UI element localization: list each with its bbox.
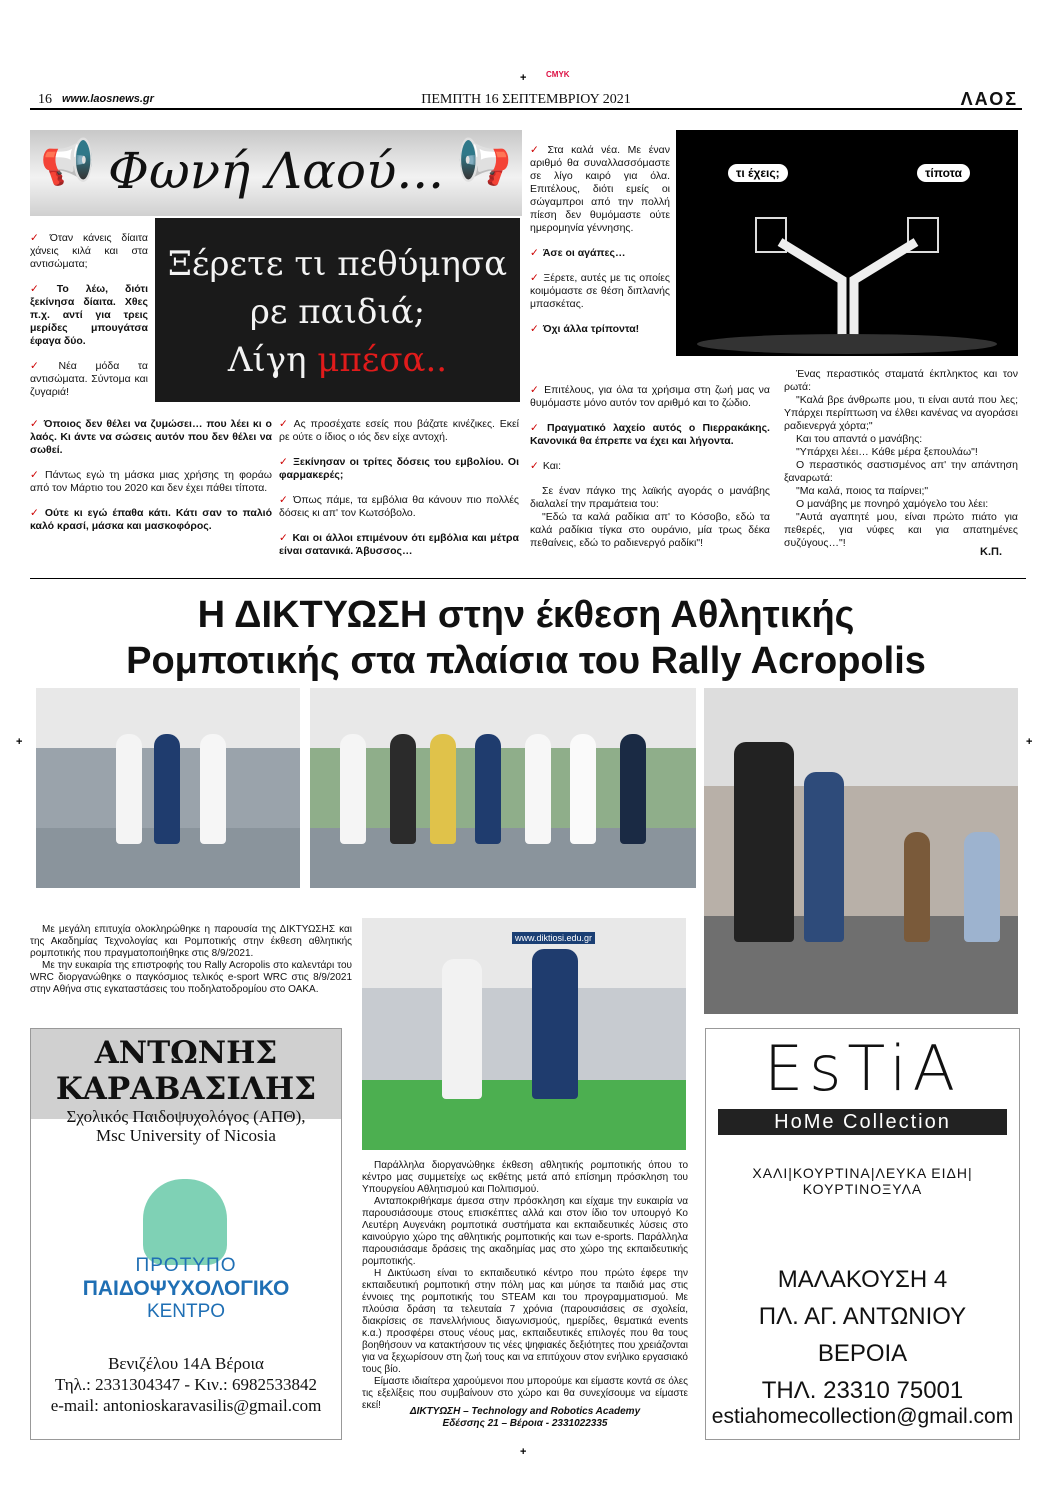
article-intro bbox=[30, 924, 352, 996]
checkmark-icon: ✓ bbox=[530, 272, 540, 284]
column-item: ✓ Και οι άλλοι επιμένουν ότι εμβόλια και μέτρα είναι σατανικά. Άβυσσος… bbox=[279, 532, 519, 557]
checkmark-icon: ✓ bbox=[530, 323, 539, 335]
speech-bubble: τι έχεις; bbox=[728, 164, 788, 182]
paragraph: Παράλληλα διοργανώθηκε έκθεση αθλητικής ρομποτικής όπου το κέντρο μας συμμετείχε ως εκθέτης μετά από επίσημη πρόσκληση του Υπουργείου Αθλητισμού και Πολιτισμού. bbox=[362, 1160, 688, 1195]
paragraph: "Καλά βρε άνθρωπε μου, τι είναι αυτά που λες; Υπάρχει περίπτωση να έλθει κανένας να αγοράσει ραδιενεργά χόρτα;" bbox=[784, 394, 1018, 432]
basketball-photo bbox=[676, 130, 1018, 356]
signature: Κ.Π. bbox=[980, 546, 1002, 558]
checkmark-icon: ✓ bbox=[30, 469, 41, 481]
issue-date: ΠΕΜΠΤΗ 16 ΣΕΠΤΕΜΒΡΙΟΥ 2021 bbox=[421, 92, 631, 107]
column-title: Φωνή Λαού... bbox=[107, 142, 445, 200]
ad-name: ΑΝΤΩΝΗΣ ΚΑΡΑΒΑΣΙΛΗΣ bbox=[55, 1035, 317, 1107]
checkmark-icon: ✓ bbox=[30, 232, 46, 244]
estia-brand: EsTiA bbox=[763, 1032, 962, 1105]
paragraph: Σε έναν πάγκο της λαϊκής αγοράς ο μανάβης διαλαλεί την πραμάτεια του: bbox=[530, 485, 770, 510]
column-2 bbox=[279, 418, 519, 570]
estia-items: ΧΑΛΙ|ΚΟΥΡΤΙΝΑ|ΛΕΥΚΑ ΕΙΔΗ|ΚΟΥΡΤΙΝΟΞΥΛΑ bbox=[752, 1165, 973, 1197]
column-3 bbox=[530, 144, 670, 348]
paragraph: Η Δικτύωση είναι το εκπαιδευτικό κέντρο που πρώτο έφερε την εκπαιδευτική ρομποτική στην πόλη μας και μύησε τα παιδιά μας στις έννοιες της ρομποτικής του STEAM και του προγραμματισμού. Με πλούσια δράση τα τελευταία 7 χρόνια (παρουσιάσεις σε σχολεία, διακρίσεις σε πανελλήνιους διαγωνισμούς, ημερίδες, θεματικά events κ.α.) προσφέρει στους νέους μας, εκπαιδευτικές επιλογές που θα τους βοηθήσουν να κατακτήσουν τις νέες ψηφιακές δεξιότητες που χρειάζονται για να ξεχωρίσουν στη ζωή τους και να επιτύχουν στον ενήλικο εργασιακό τους βίο. bbox=[362, 1268, 688, 1375]
checkmark-icon: ✓ bbox=[30, 283, 53, 295]
ad-title: Σχολικός Παιδοψυχολόγος (ΑΠΘ), bbox=[66, 1107, 306, 1126]
basket-stand-icon bbox=[676, 130, 1018, 356]
column-item: ✓ Όπως πάμε, τα εμβόλια θα κάνουν πιο πολλές δόσεις κι απ' τον Κωτσόβολο. bbox=[279, 494, 519, 519]
column-item: ✓ Όχι άλλα τρίποντα! bbox=[530, 323, 640, 335]
checkmark-icon: ✓ bbox=[279, 418, 290, 430]
column-item: ✓ Πραγματικό λαχείο αυτός ο Πιερρακάκης. Κανονικά θα έπρεπε να έχει και λήγοντα. bbox=[530, 422, 770, 447]
booth-sign: www.diktiosi.edu.gr bbox=[512, 932, 595, 944]
ad-contact: Βενιζέλου 14Α Βέροια Τηλ.: 2331304347 - Κιν.: 6982533842 e-mail: antonioskaravasilis@gmail.com bbox=[31, 1353, 341, 1416]
ad-estia bbox=[705, 1028, 1020, 1440]
column-3-wide bbox=[530, 384, 770, 550]
estia-address: ΜΑΛΑΚΟΥΣΗ 4 ΠΛ. ΑΓ. ΑΝΤΩΝΙΟΥ ΒΕΡΟΙΑ ΤΗΛ. 23310 75001 bbox=[758, 1266, 967, 1404]
ad-center-name: ΠΡΟΤΥΠΟ ΠΑΙΔΟΨΥΧΟΛΟΓΙΚΟ ΚΕΝΤΡΟ bbox=[82, 1255, 290, 1322]
checkmark-icon: ✓ bbox=[279, 532, 289, 544]
ad-title: Msc University of Nicosia bbox=[96, 1126, 276, 1145]
child-silhouette-icon bbox=[143, 1179, 227, 1265]
checkmark-icon: ✓ bbox=[279, 494, 290, 506]
ad-psychologist bbox=[30, 1028, 342, 1440]
column-item: ✓ Στα καλά νέα. Με έναν αριθμό θα συναλλασσόμαστε σε λίγο καιρό για όλα. Επιτέλους, διότι εμείς οι σώγαμπροι από την πολλή πίεση δεν θυμόμαστε ούτε ημερομηνία γέννησης. bbox=[530, 144, 670, 234]
paragraph: "Υπάρχει λέει… Κάθε μέρα ξεπουλάω"! bbox=[796, 446, 978, 458]
checkmark-icon: ✓ bbox=[530, 422, 544, 434]
column-item: ✓ Πάντως εγώ τη μάσκα μιας χρήσης τη φοράω από τον Μάρτιο του 2020 και δεν έχει πάθει τίποτα. bbox=[30, 469, 272, 494]
column-item: ✓ Ούτε κι εγώ έπαθα κάτι. Κάτι σαν το παλιό καλό κρασί, μάσκα και μασκοφόρος. bbox=[30, 507, 272, 532]
megaphone-icon: 📢 bbox=[457, 138, 512, 187]
column-item: ✓ Το λέω, διότι ξεκίνησα δίαιτα. Χθες π.χ. αντί για τρεις μερίδες μπουγάτσα έφαγα δύο. bbox=[30, 283, 148, 347]
registration-crosshair: + bbox=[520, 1446, 527, 1458]
checkmark-icon: ✓ bbox=[30, 418, 40, 430]
newspaper-logo: ΛΑΟΣ bbox=[960, 89, 1018, 109]
paragraph: Ανταποκριθήκαμε άμεσα στην πρόσκληση και είχαμε την ευκαιρία να παρουσιάσουμε στους επισκέπτες αλλά και στον ίδιο τον υπουργό Κο Λευτέρη Αυγενάκη ρομποτικά συστήματα και εκπαιδευτικές λύσεις στο καινούργιο χώρο της αθλητικής ρομποτικής και των e-sports. Παράλληλα παρουσιάσαμε δράσεις της ακαδημίας μας στο χώρο της εκπαιδευτικής ρομποτικής. bbox=[362, 1196, 688, 1267]
paragraph: Και του απαντά ο μανάβης: bbox=[796, 433, 923, 445]
checkmark-icon: ✓ bbox=[530, 247, 539, 259]
registration-crosshair: + bbox=[520, 72, 527, 84]
article-headline: Η ΔΙΚΤΥΩΣΗ στην έκθεση Αθλητικής Ρομποτικής στα πλαίσια του Rally Acropolis bbox=[126, 594, 926, 682]
article-footer: ΔΙΚΤΥΩΣΗ – Technology and Robotics Academy Εδέσσης 21 – Βέροια - 2331022335 bbox=[409, 1406, 641, 1429]
megaphone-icon: 📢 bbox=[40, 138, 95, 187]
checkmark-icon: ✓ bbox=[530, 384, 541, 396]
column-1 bbox=[30, 232, 148, 411]
event-photo bbox=[310, 688, 696, 888]
paragraph: Ο περαστικός σαστισμένος απ' την απάντηση ξαναρωτά: bbox=[784, 459, 1018, 484]
paragraph: "Εδώ τα καλά ραδίκια απ' το Κόσοβο, εδώ τα καλά ραδίκια τίγκα στο ουράνιο, μία τρως δέκα πεθαίνεις, εδώ το ραδιενεργό ραδίκι"! bbox=[530, 511, 770, 549]
checkmark-icon: ✓ bbox=[530, 460, 539, 472]
chalkboard-image bbox=[155, 218, 520, 402]
column-4 bbox=[784, 368, 1018, 550]
page-header bbox=[30, 89, 1022, 110]
column-banner bbox=[30, 130, 522, 216]
column-item: ✓ Νέα μόδα τα αντισώματα. Σύντομα και ζυγαριά! bbox=[30, 360, 148, 398]
paragraph: Με την ευκαιρία της επιστροφής του Rally Acropolis στο καλεντάρι του WRC διοργανώθηκε ο παγκόσμιος τελικός e-sport WRC στις 8/9/2021 στην Αθήνα στις εγκαταστάσεις του ποδηλατοδρομίου στο ΟΑΚΑ. bbox=[30, 960, 352, 995]
column-item: ✓ Όποιος δεν θέλει να ζυμώσει… που λέει κι ο λαός. Κι άντε να σώσεις αυτόν που δεν θέλει να σωθεί. bbox=[30, 418, 272, 456]
page-number: 16 bbox=[38, 92, 52, 107]
chalk-line: ρε παιδιά; bbox=[249, 292, 426, 332]
estia-collection: HoMe Collection bbox=[718, 1109, 1007, 1135]
column-item: ✓ Ξέρετε, αυτές με τις οποίες κοιμόμαστε σε θέση διπλανής μπασκέτας. bbox=[530, 272, 670, 310]
estia-email[interactable]: estiahomecollection@gmail.com bbox=[711, 1405, 1014, 1428]
website-link[interactable]: www.laosnews.gr bbox=[62, 93, 154, 105]
speech-bubble: τίποτα bbox=[917, 164, 970, 182]
paragraph: Ο μανάβης με πονηρό χαμόγελο του λέει: bbox=[796, 498, 989, 510]
paragraph: Είμαστε ιδιαίτερα χαρούμενοι που μπορούμε και είμαστε κοντά σε όλες τις εξελίξεις που συμβαίνουν στο χώρο και θα συνεχίσουμε να είμαστε εκεί! bbox=[362, 1376, 688, 1411]
column-item: ✓ Όταν κάνεις δίαιτα χάνεις κιλά και στα αντισώματα; bbox=[30, 232, 148, 270]
column-item: ✓ Ξεκίνησαν οι τρίτες δόσεις του εμβολίου. Οι φαρμακερές; bbox=[279, 456, 519, 481]
column-item: ✓ Ας προσέχατε εσείς που βάζατε κινέζικες. Εκεί ρε ούτε ο ίδιος ο ιός δεν είχε αντοχή. bbox=[279, 418, 519, 443]
ad-email[interactable]: e-mail: antonioskaravasilis@gmail.com bbox=[50, 1396, 322, 1415]
event-photo bbox=[704, 688, 1018, 1014]
registration-crosshair: + bbox=[16, 736, 23, 748]
article-body bbox=[362, 1160, 688, 1412]
chalk-line: Λίγη μπέσα.. bbox=[227, 340, 448, 380]
paragraph: "Μα καλά, ποιος τα παίρνει;" bbox=[796, 485, 929, 497]
registration-crosshair: + bbox=[1026, 736, 1033, 748]
column-item: ✓ Άσε οι αγάπες… bbox=[530, 247, 626, 259]
paragraph: "Αυτά αγαπητέ μου, είναι πρώτο πιάτο για πεθερές, για νύφες και για απατημένες συζύγους…"! bbox=[784, 511, 1018, 549]
paragraph: Ένας περαστικός σταματά έκπληκτος και τον ρωτά: bbox=[784, 368, 1018, 393]
checkmark-icon: ✓ bbox=[30, 507, 41, 519]
column-1-wide bbox=[30, 418, 272, 545]
checkmark-icon: ✓ bbox=[30, 360, 55, 372]
column-item: ✓ Και: bbox=[530, 460, 562, 472]
paragraph: Με μεγάλη επιτυχία ολοκληρώθηκε η παρουσία της ΔΙΚΤΥΩΣΗΣ και της Ακαδημίας Τεχνολογίας και Ρομποτικής στην έκθεση αθλητικής ρομποτικής που πραγματοποιήθηκε στις 8/9/2021. bbox=[30, 924, 352, 959]
chalk-line: Ξέρετε τι πεθύμησα bbox=[167, 244, 508, 284]
section-divider bbox=[30, 578, 1026, 579]
checkmark-icon: ✓ bbox=[279, 456, 290, 468]
event-photo bbox=[362, 918, 686, 1150]
column-item: ✓ Επιτέλους, για όλα τα χρήσιμα στη ζωή μας να θυμόμαστε μόνο αυτόν τον αριθμό και το ζώδιο. bbox=[530, 384, 770, 409]
checkmark-icon: ✓ bbox=[530, 144, 544, 156]
cmyk-mark: CMYK bbox=[546, 70, 570, 79]
event-photo bbox=[36, 688, 300, 888]
